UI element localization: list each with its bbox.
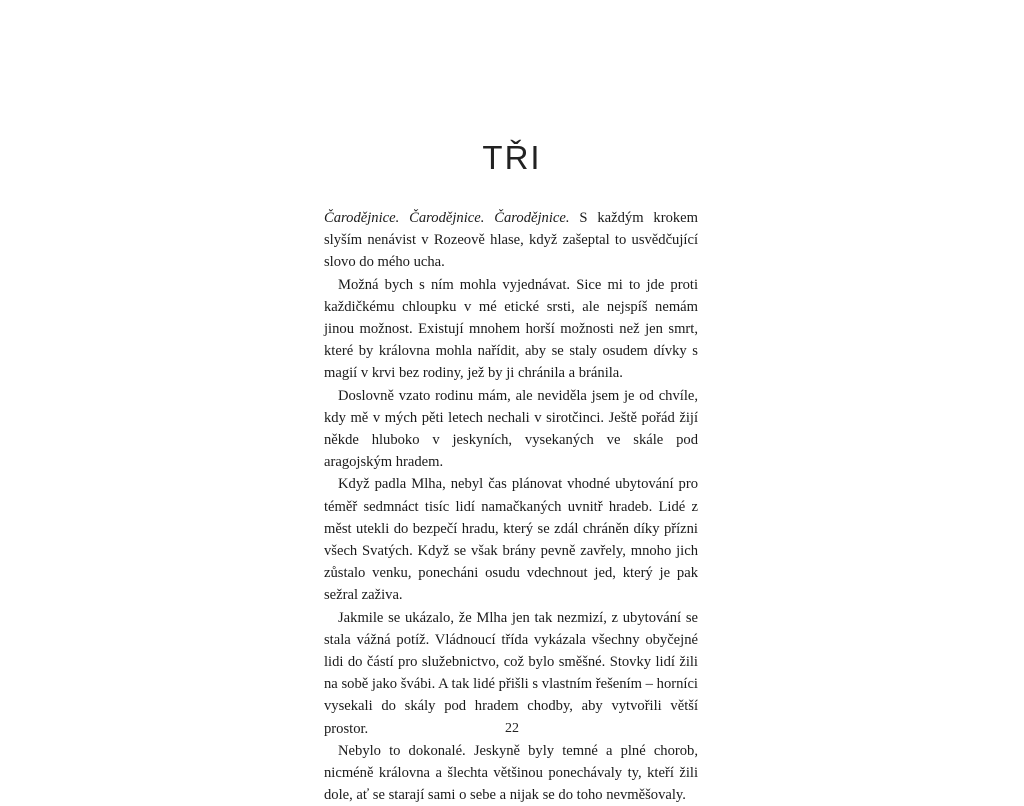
paragraph-4: Když padla Mlha, nebyl čas plánovat vhodné ubytování pro téměř sedmnáct tisíc lidí namačkaných uvnitř hradeb. Lidé z měst utekli do bezpečí hradu, který se zdál chráněn díky přízni všech Svatých. Když se však brány pevně zavřely, mnoho jich zůstalo venku, ponecháni osudu vdechnout jed, který je pak sežral zaživa. [324, 476, 698, 604]
paragraph-1-italic: Čarodějnice. Čarodějnice. Čarodějnice. [324, 210, 570, 226]
paragraph-5: Jakmile se ukázalo, že Mlha jen tak nezmizí, z ubytování se stala vážná potíž. Vládnoucí třída vykázala všechny obyčejné lidi do částí pro služebnictvo, což bylo směšné. Stovky lidí žili na sobě jako švábi. A tak lidé přišli s vlastním řešením – horníci vysekali do skály pod hradem chodby, aby vytvořili větší prostor. [324, 609, 698, 737]
paragraph-2: Možná bych s ním mohla vyjednávat. Sice mi to jde proti každičkému chloupku v mé etické srsti, ale nejspíš nemám jinou možnost. Existují mnohem horší možnosti než jen smrt, které by královna mohla nařídit, aby se staly osudem dívky s magií v krvi bez rodiny, jež by ji chránila a bránila. [324, 276, 698, 382]
paragraph-3: Doslovně vzato rodinu mám, ale neviděla jsem je od chvíle, kdy mě v mých pěti letech nechali v sirotčinci. Ještě pořád žijí někde hluboko v jeskyních, vysekaných ve skále pod aragojským hradem. [324, 387, 698, 471]
paragraph-1 [324, 207, 698, 274]
page-number: 22 [505, 721, 519, 736]
paragraph-1-text: S každým krokem slyším nenávist v Rozeově hlase, když zašeptal to usvědčující slovo do mého ucha. [324, 210, 699, 271]
chapter-body [324, 207, 698, 806]
paragraph-6: Nebylo to dokonalé. Jeskyně byly temné a plné chorob, nicméně královna a šlechta většinou ponechávaly ty, kteří žili dole, ať se starají sami o sebe a nijak se do toho nevměšovaly. [324, 742, 698, 804]
chapter-title: TŘI [482, 139, 542, 177]
